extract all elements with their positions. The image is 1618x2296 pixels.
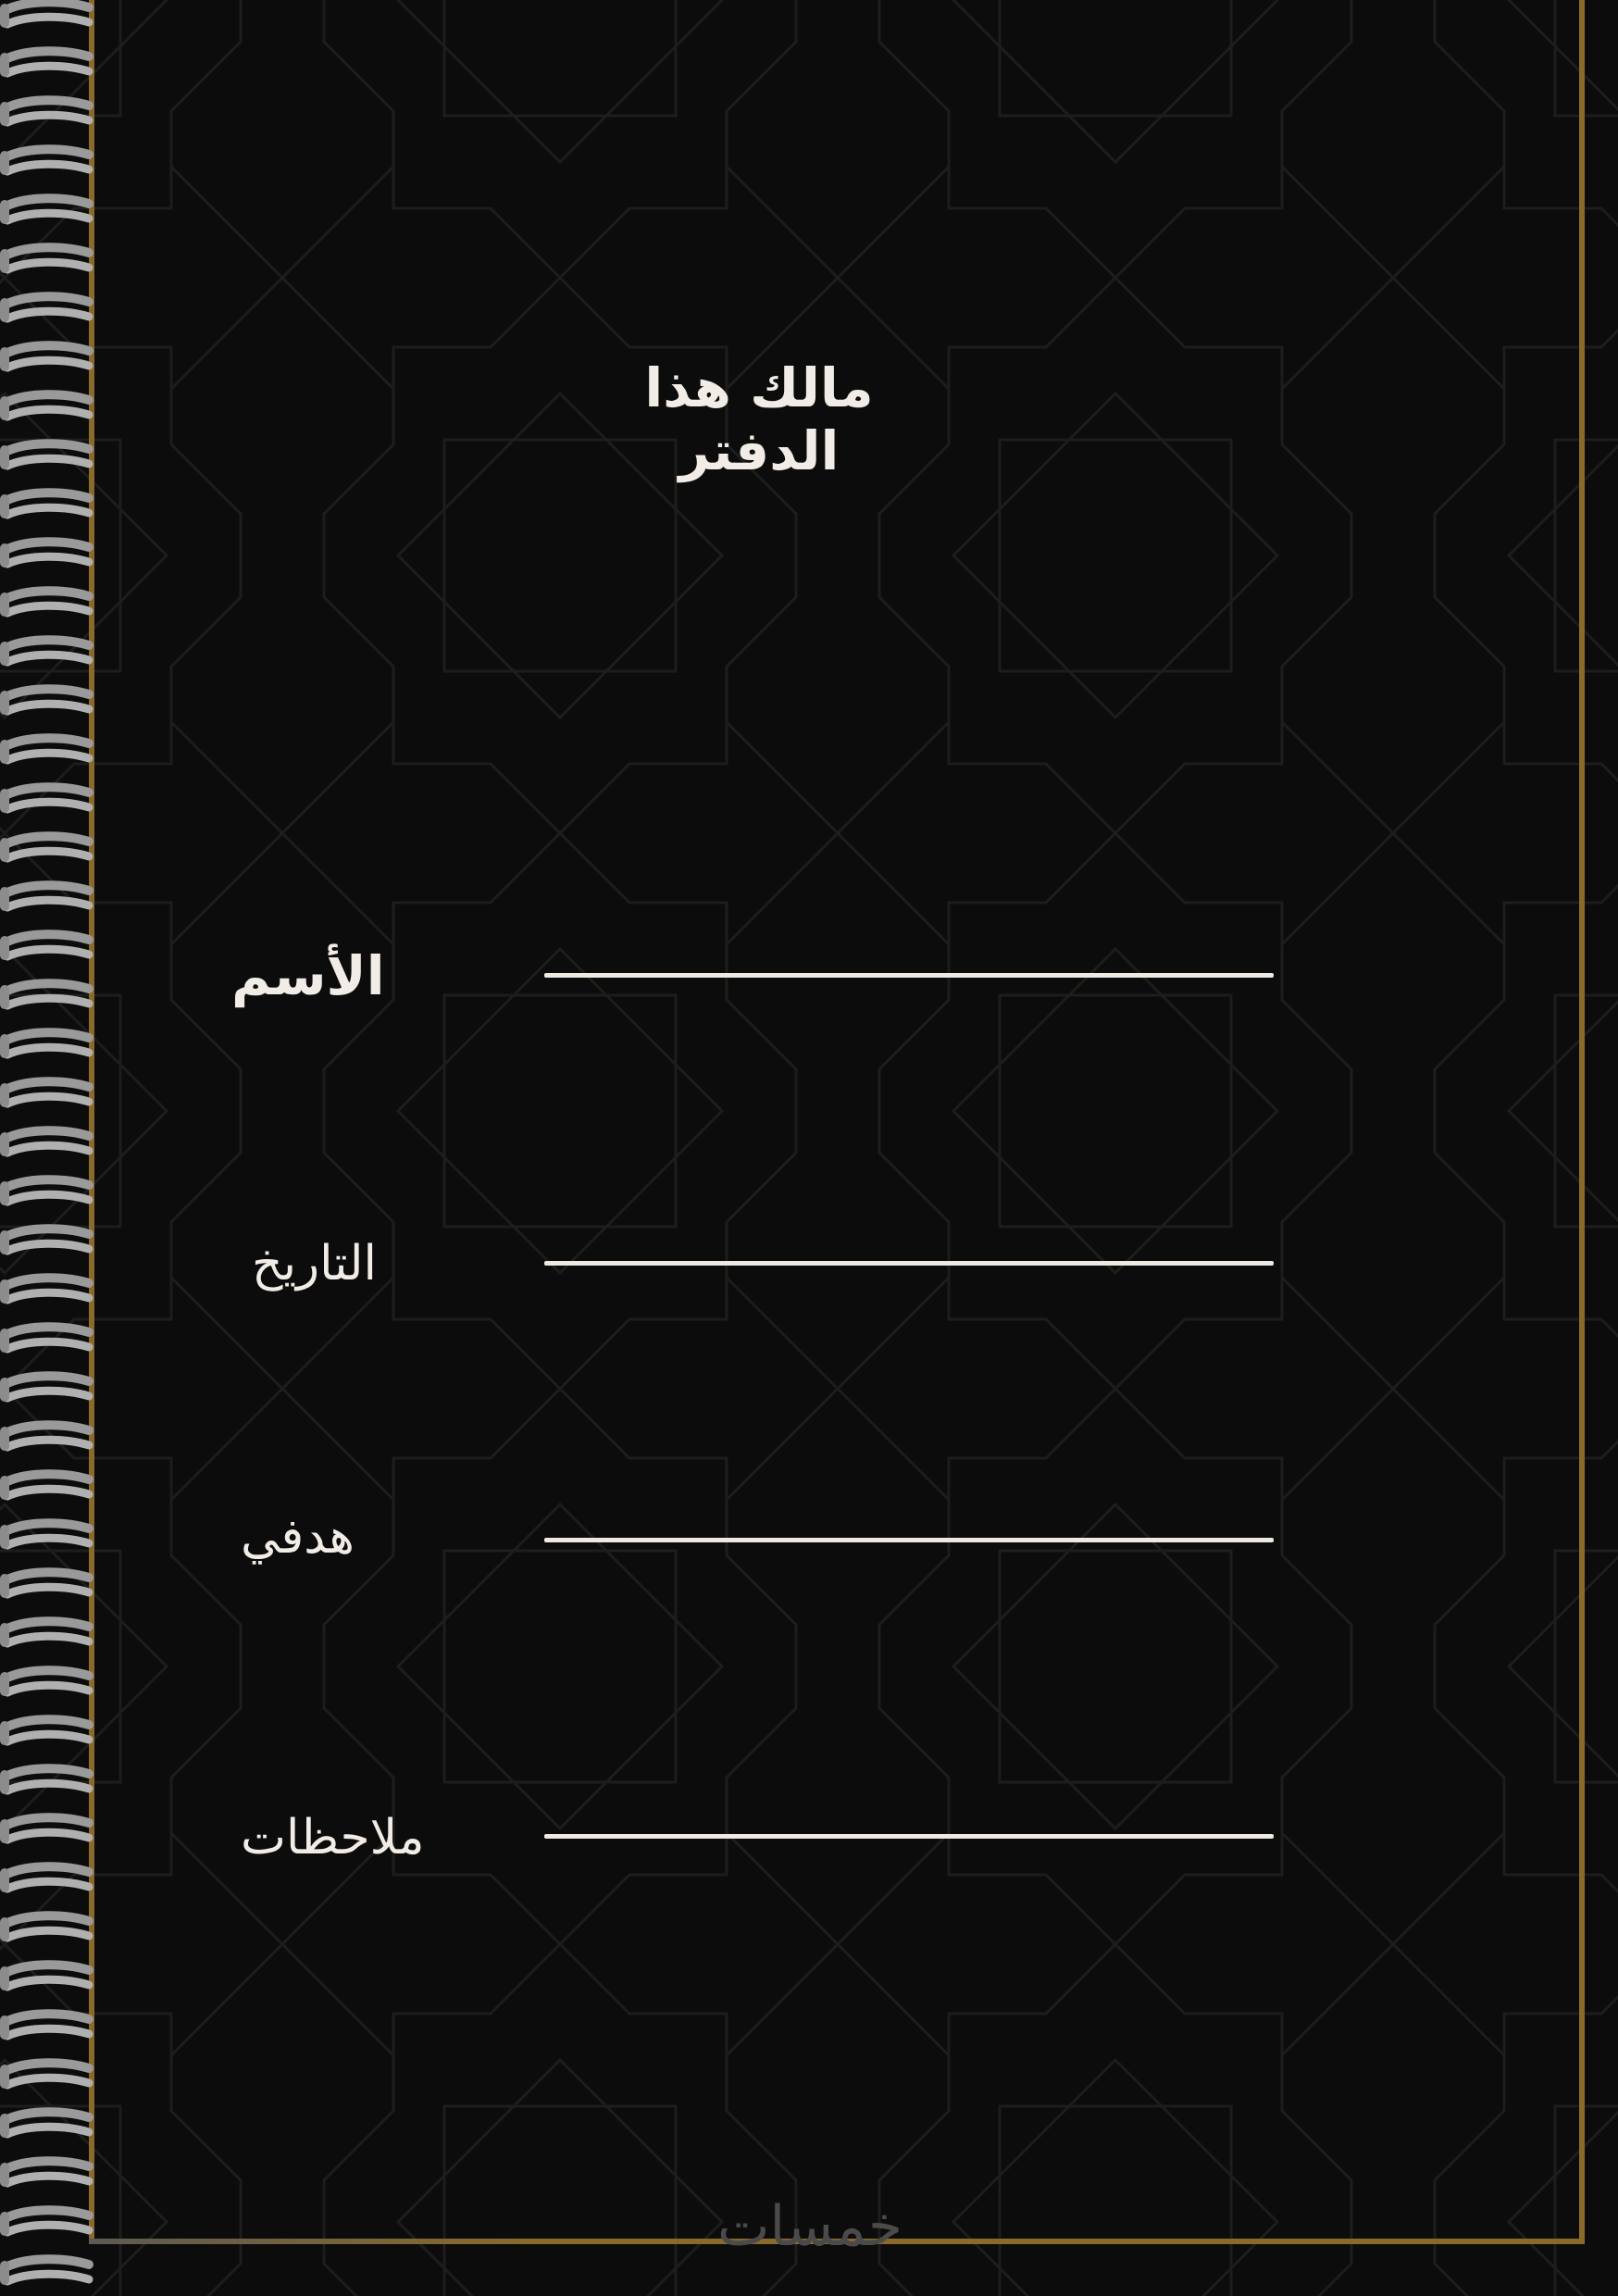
spiral-coil: [0, 345, 89, 371]
spiral-coil: [0, 51, 89, 77]
spiral-coil: [0, 1866, 89, 1892]
goal-label: هدفي: [241, 1509, 355, 1565]
spiral-coil: [0, 738, 89, 764]
spiral-coil: [0, 296, 89, 322]
spiral-coil: [0, 1915, 89, 1941]
spiral-coil: [0, 640, 89, 666]
spiral-coil: [0, 542, 89, 568]
spiral-coil: [0, 1670, 89, 1696]
goal-input-line[interactable]: [544, 1538, 1274, 1542]
notes-label: ملاحظات: [241, 1810, 425, 1866]
page-border: [89, 0, 1585, 2244]
spiral-coil: [0, 1425, 89, 1451]
spiral-coil: [0, 1572, 89, 1598]
spiral-coil: [0, 198, 89, 224]
spiral-coil: [0, 1278, 89, 1304]
spiral-coil: [0, 2259, 89, 2285]
spiral-coil: [0, 1327, 89, 1353]
spiral-coil: [0, 983, 89, 1009]
spiral-coil: [0, 934, 89, 960]
spiral-coil: [0, 1376, 89, 1402]
watermark-text: خمسات: [716, 2194, 903, 2259]
spiral-coil: [0, 1130, 89, 1156]
spiral-coil: [0, 394, 89, 420]
spiral-coil: [0, 247, 89, 273]
spiral-coil: [0, 100, 89, 126]
spiral-coil: [0, 1817, 89, 1843]
spiral-coil: [0, 1965, 89, 1990]
spiral-coil: [0, 2161, 89, 2187]
spiral-coil: [0, 1081, 89, 1107]
spiral-coil: [0, 1621, 89, 1647]
spiral-coil: [0, 689, 89, 715]
spiral-coil: [0, 1179, 89, 1205]
spiral-coil: [0, 1032, 89, 1058]
spiral-coil: [0, 1474, 89, 1500]
spiral-coil: [0, 1768, 89, 1794]
spiral-coil: [0, 149, 89, 175]
name-label: الأسم: [231, 944, 385, 1007]
name-input-line[interactable]: [544, 973, 1274, 978]
date-input-line[interactable]: [544, 1261, 1274, 1266]
spiral-coil: [0, 836, 89, 862]
spiral-coil: [0, 1719, 89, 1745]
spiral-coil: [0, 1523, 89, 1549]
notes-input-line[interactable]: [544, 1834, 1274, 1839]
spiral-coil: [0, 443, 89, 469]
spiral-coil: [0, 2063, 89, 2089]
spiral-coil: [0, 2210, 89, 2236]
page-title: مالك هذا الدفتر: [644, 356, 874, 482]
spiral-coil: [0, 493, 89, 518]
spiral-coil: [0, 2, 89, 28]
spiral-coil: [0, 1229, 89, 1254]
spiral-coil: [0, 591, 89, 617]
spiral-coil: [0, 2112, 89, 2138]
spiral-binding-icon: [0, 0, 102, 2296]
spiral-coil: [0, 885, 89, 911]
spiral-coil: [0, 2014, 89, 2040]
spiral-coil: [0, 787, 89, 813]
date-label: التاريخ: [252, 1236, 377, 1292]
